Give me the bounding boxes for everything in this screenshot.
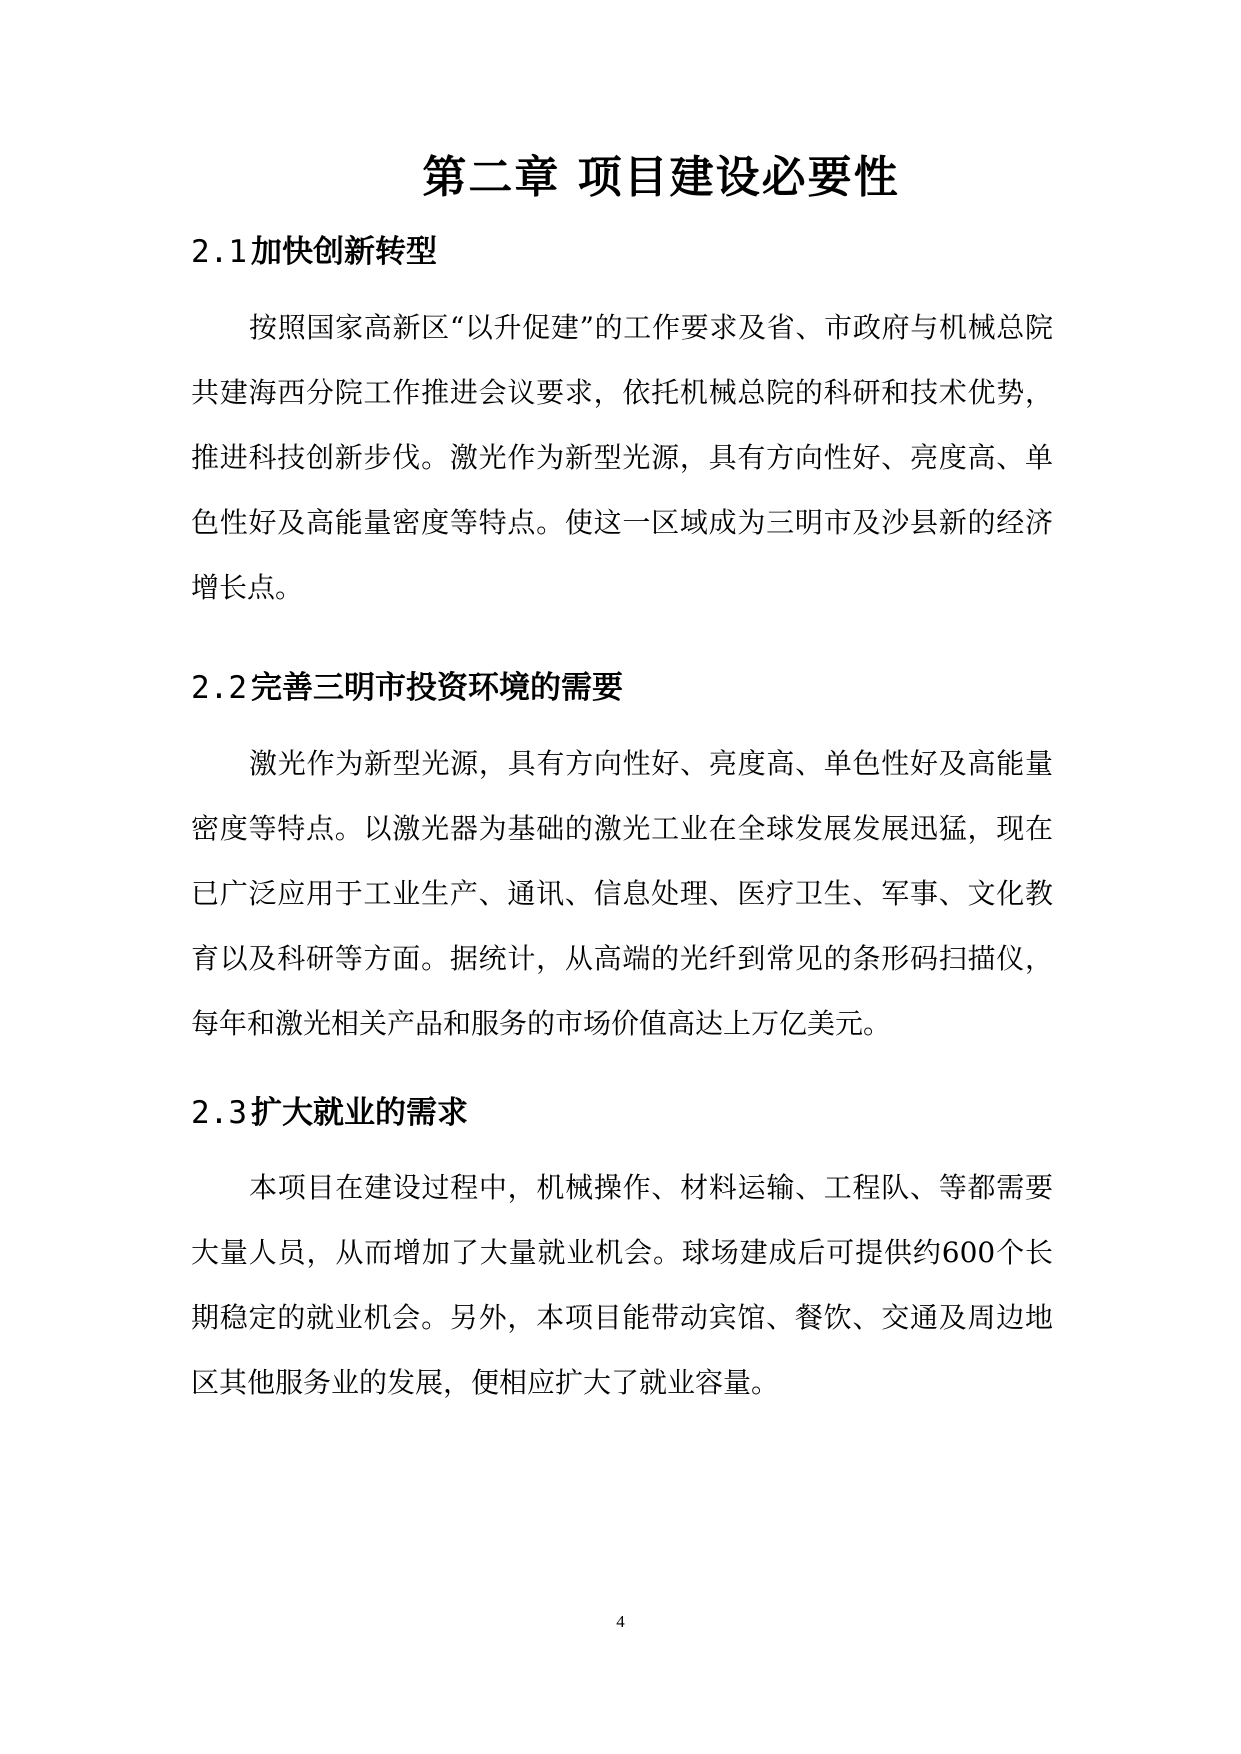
section-paragraph-2-3: 本项目在建设过程中，机械操作、材料运输、工程队、等都需要大量人员，从而增加了大量就业机会。球场建成后可提供约600个长期稳定的就业机会。另外，本项目能带动宾馆、餐饮、交通及周边地区其他服务业的发展，便相应扩大了就业容量。 [191, 1171, 1053, 1399]
chapter-title: 第二章 项目建设必要性 [422, 152, 900, 203]
section-title: 加快创新转型 [251, 234, 437, 270]
section-heading-2-3 [191, 1093, 1091, 1133]
section-heading-2-2 [191, 668, 1091, 708]
section-paragraph-2-1: 按照国家高新区“以升促建”的工作要求及省、市政府与机械总院共建海西分院工作推进会议要求，依托机械总院的科研和技术优势，推进科技创新步伐。激光作为新型光源，具有方向性好、亮度高、单色性好及高能量密度等特点。使这一区域成为三明市及沙县新的经济增长点。 [191, 311, 1053, 604]
section-number: 2.2 [191, 670, 247, 706]
section-number: 2.1 [191, 234, 247, 270]
section-title: 完善三明市投资环境的需要 [251, 670, 623, 706]
section-number: 2.3 [191, 1095, 247, 1131]
section-title: 扩大就业的需求 [251, 1095, 468, 1131]
section-heading-2-1 [191, 232, 1091, 272]
page-number: 4 [616, 1612, 625, 1631]
section-paragraph-2-2: 激光作为新型光源，具有方向性好、亮度高、单色性好及高能量密度等特点。以激光器为基础的激光工业在全球发展发展迅猛，现在已广泛应用于工业生产、通讯、信息处理、医疗卫生、军事、文化教育以及科研等方面。据统计，从高端的光纤到常见的条形码扫描仪，每年和激光相关产品和服务的市场价值高达上万亿美元。 [191, 747, 1053, 1040]
